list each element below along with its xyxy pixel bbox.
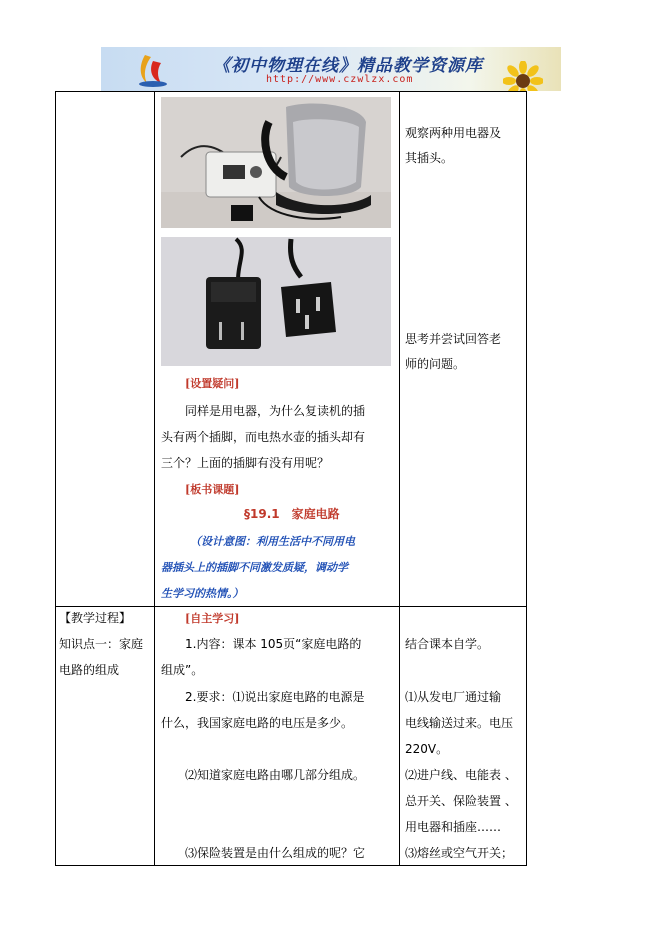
table-border-right: [526, 91, 527, 866]
activity-observe-line-1: 观察两种用电器及: [405, 126, 502, 140]
answer-1-line-3: 220V。: [405, 742, 449, 756]
photo-kettle-and-reader: [161, 97, 391, 228]
requirement-3: ⑶保险装置是由什么组成的呢？它: [185, 846, 366, 860]
knowledge-point-line-1: 知识点一：家庭: [59, 637, 144, 651]
knowledge-point-line-2: 电路的组成: [59, 663, 120, 677]
answer-1-line-1: ⑴从发电厂通过输: [405, 690, 502, 704]
answer-2-line-3: 用电器和插座……: [405, 820, 502, 834]
header-banner: [101, 47, 561, 91]
lesson-title: §19.1 家庭电路: [244, 507, 340, 521]
activity-think-line-1: 思考并尝试回答老: [405, 332, 502, 346]
design-line-1: （设计意图：利用生活中不同用电: [190, 535, 355, 548]
question-line-2: 头有两个插脚，而电热水壶的插头却有: [161, 430, 366, 444]
table-border-bottom: [55, 865, 527, 866]
section-process-label: 【教学过程】: [59, 611, 132, 625]
banner-url[interactable]: http://www.czwlzx.com: [266, 74, 414, 85]
question-line-1: 同样是用电器，为什么复读机的插: [185, 404, 366, 418]
activity-think-line-2: 师的问题。: [405, 357, 466, 371]
design-line-3: 生学习的热情。）: [161, 587, 244, 600]
sunflower-icon: [503, 61, 543, 91]
activity-observe-line-2: 其插头。: [405, 151, 454, 165]
banner-title: 《初中物理在线》精品教学资源库: [213, 56, 483, 76]
requirement-line-2: 什么，我国家庭电路的电压是多少。: [161, 716, 354, 730]
column-divider-2: [399, 91, 400, 866]
content-line-1: 1.内容：课本 105页“家庭电路的: [185, 637, 362, 651]
tag-self-study: [自主学习]: [185, 612, 240, 625]
requirement-2: ⑵知道家庭电路由哪几部分组成。: [185, 768, 366, 782]
tag-board: [板书课题]: [185, 483, 240, 496]
column-divider-1: [154, 91, 155, 866]
activity-self-study: 结合课本自学。: [405, 637, 490, 651]
answer-1-line-2: 电线输送过来。电压: [405, 716, 514, 730]
answer-3: ⑶熔丝或空气开关；: [405, 846, 514, 860]
site-logo-icon: [135, 51, 169, 87]
table-border-left: [55, 91, 56, 866]
design-line-2: 器插头上的插脚不同激发质疑，调动学: [161, 561, 348, 574]
tag-question: [设置疑问]: [185, 377, 240, 390]
photo-two-plugs: [161, 237, 391, 366]
content-line-2: 组成”。: [161, 663, 204, 677]
answer-2-line-2: 总开关、保险装置 、: [405, 794, 517, 808]
table-border-top: [55, 91, 527, 92]
question-line-3: 三个？上面的插脚有没有用呢？: [161, 456, 330, 470]
answer-2-line-1: ⑵进户线、电能表 、: [405, 768, 517, 782]
requirement-line-1: 2.要求：⑴说出家庭电路的电源是: [185, 690, 365, 704]
